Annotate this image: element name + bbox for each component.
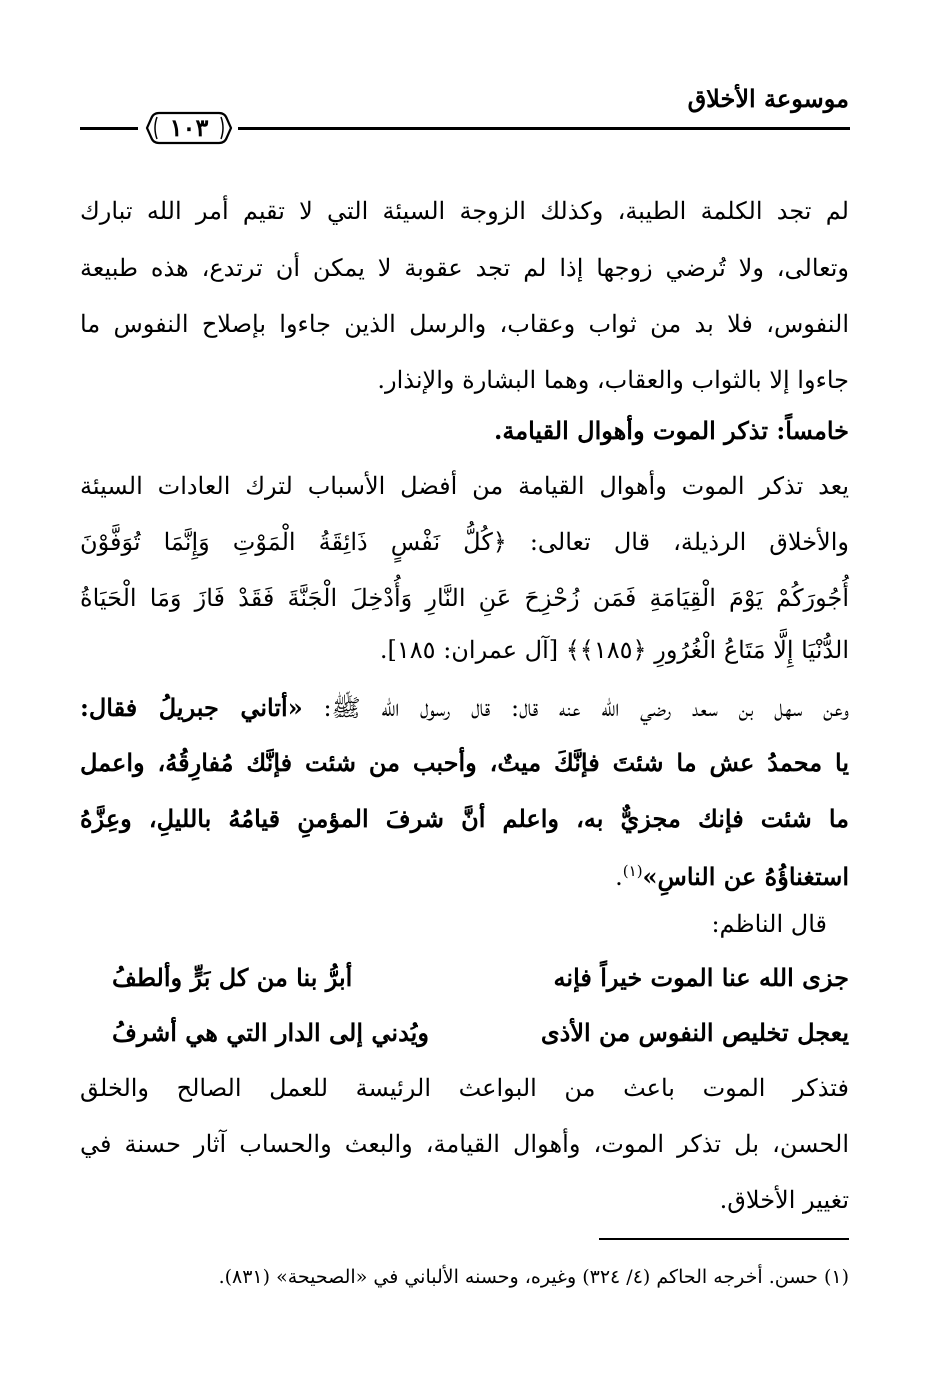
body-line: لم تجد الكلمة الطيبة، وكذلك الزوجة السيئة التي لا تقيم أمر الله تبارك xyxy=(80,197,849,225)
section-heading: خامساً: تذكر الموت وأهوال القيامة. xyxy=(494,416,849,445)
book-title: موسوعة الأخلاق xyxy=(687,84,849,113)
hadith-text-end: استغناؤُهُ عن الناسِ» xyxy=(642,862,849,891)
verse-first-hemistich: جزى الله عنا الموت خيراً فإنه xyxy=(553,963,849,992)
footnote-reference: (١) xyxy=(622,862,643,880)
hadith-last-line xyxy=(615,853,849,895)
hadith-intro-line xyxy=(80,690,849,726)
body-line: الحسن، بل تذكر الموت، وأهوال القيامة، والبعث والحساب آثار حسنة في xyxy=(80,1130,849,1158)
poet-intro: قال الناظم: xyxy=(711,910,827,938)
quran-line: أُجُورَكُمْ يَوْمَ الْقِيَامَةِ فَمَن زُحْزِحَ عَنِ النَّارِ وَأُدْخِلَ الْجَنَّةَ فَقَدْ فَازَ وَمَا الْحَيَاةُ xyxy=(80,584,849,612)
body-line: جاءوا إلا بالثواب والعقاب، وهما البشارة والإنذار. xyxy=(377,366,849,394)
hadith-line: ما شئت فإنك مجزيٌّ به، واعلم أنَّ شرفَ المؤمنِ قيامُهُ بالليلِ، وعِزَّهُ xyxy=(80,804,849,833)
header-rule-right xyxy=(238,127,850,130)
quran-line: والأخلاق الرذيلة، قال تعالى: ﴿كُلُّ نَفْسٍ ذَائِقَةُ الْمَوْتِ وَإِنَّمَا تُوَفَّوْنَ xyxy=(80,528,849,556)
body-line: النفوس، فلا بد من ثواب وعقاب، والرسل الذين جاءوا بإصلاح النفوس ما xyxy=(80,310,850,338)
hadith-text-start: «أتاني جبريلُ فقال: xyxy=(80,693,303,722)
verse-second-hemistich: ويُدني إلى الدار التي هي أشرفُ xyxy=(112,1018,429,1047)
hadith-intro: وعن سهل بن سعد رضي الله عنه قال: قال رسول الله ﷺ: xyxy=(323,694,849,722)
footnote-rule xyxy=(599,1238,849,1240)
body-line: يعد تذكر الموت وأهوال القيامة من أفضل الأسباب لترك العادات السيئة xyxy=(80,472,849,500)
verse-second-hemistich: أبرُّ بنا من كل بَرٍّ وألطفُ xyxy=(112,963,353,992)
body-line: تغيير الأخلاق. xyxy=(719,1186,849,1214)
footnote: (١) حسن. أخرجه الحاكم (٤/ ٣٢٤) وغيره، وحسنه الألباني في «الصحيحة» (٨٣١). xyxy=(218,1266,849,1288)
body-line: وتعالى، ولا تُرضي زوجها إذا لم تجد عقوبة لا يمكن أن ترتدع، هذه طبيعة xyxy=(80,254,849,282)
quran-line: الدُّنْيَا إِلَّا مَتَاعُ الْغُرُورِ ﴿١٨٥﴾﴾ [آل عمران: ١٨٥]. xyxy=(379,636,849,664)
verse-first-hemistich: يعجل تخليص النفوس من الأذى xyxy=(540,1018,849,1047)
body-line: فتذكر الموت باعث من البواعث الرئيسة للعمل الصالح والخلق xyxy=(80,1074,849,1102)
page-number: ١٠٣ xyxy=(169,113,209,142)
page-number-ornament xyxy=(145,110,233,146)
hadith-line: يا محمدُ عش ما شئتَ فإنَّكَ ميتٌ، وأحبب من شئت فإنَّك مُفارِقُهُ، واعمل xyxy=(80,748,849,777)
header-rule-left xyxy=(80,127,138,130)
hadith-period: . xyxy=(615,863,623,891)
